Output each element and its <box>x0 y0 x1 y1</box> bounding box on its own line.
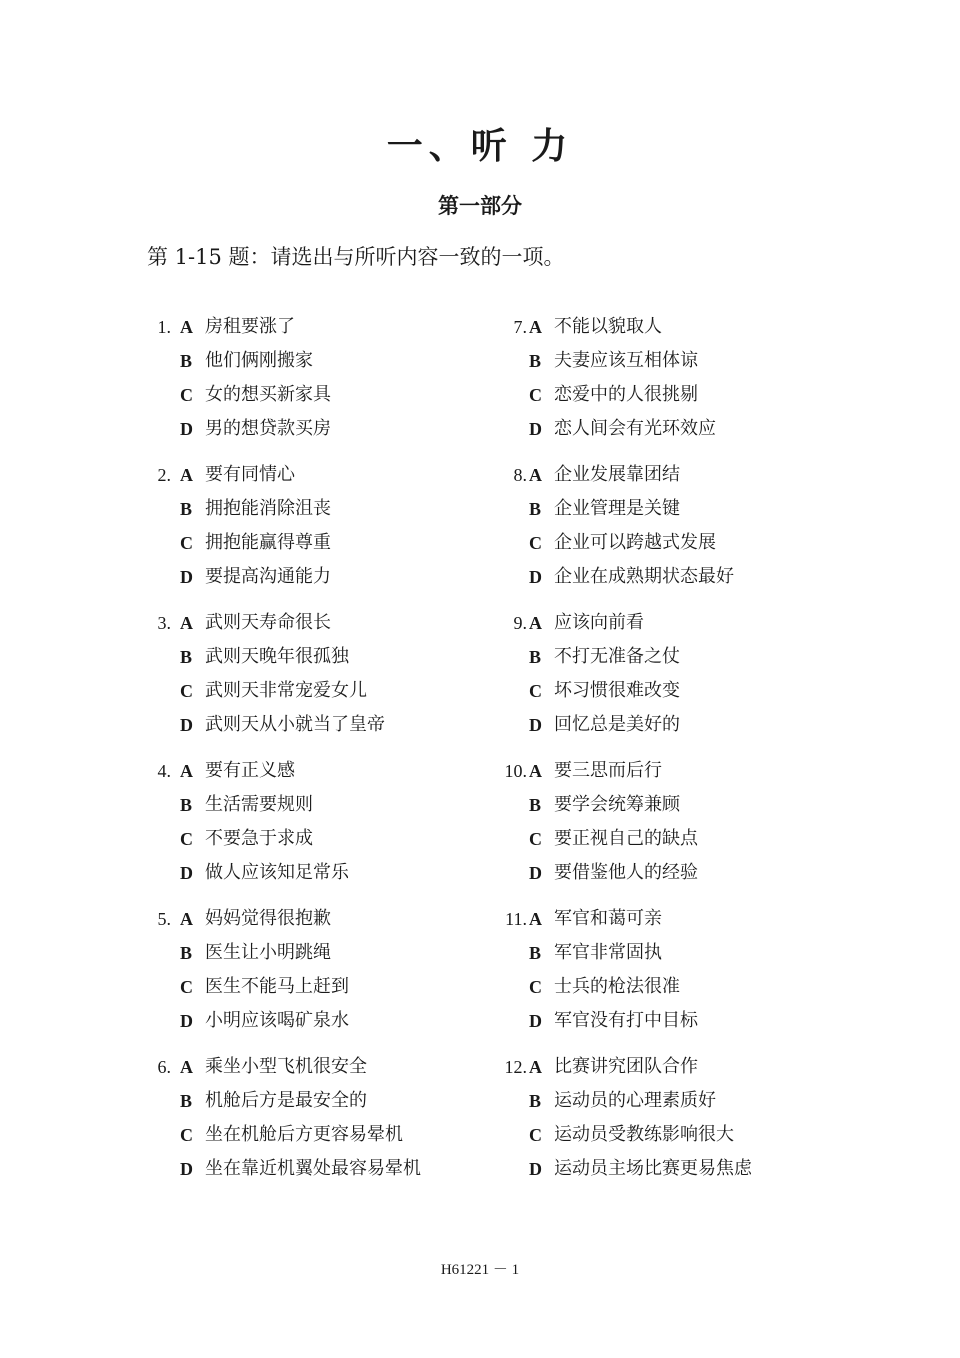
answer-option[interactable] <box>147 674 477 708</box>
option-letter: B <box>529 795 542 815</box>
question-item <box>490 310 820 458</box>
option-text: 要借鉴他人的经验 <box>554 862 698 883</box>
option-letter: C <box>529 1125 542 1145</box>
answer-option[interactable] <box>147 708 477 742</box>
answer-option[interactable] <box>490 1050 820 1084</box>
option-letter: C <box>180 829 193 849</box>
option-letter: C <box>529 977 542 997</box>
option-text: 拥抱能消除沮丧 <box>205 498 331 519</box>
question-number: 10. <box>504 761 527 781</box>
answer-option[interactable] <box>490 560 820 594</box>
option-text: 医生让小明跳绳 <box>205 942 331 963</box>
option-letter: B <box>180 1091 193 1111</box>
answer-option[interactable] <box>490 708 820 742</box>
answer-option[interactable] <box>147 458 477 492</box>
option-letter: A <box>529 761 542 781</box>
question-item <box>147 902 477 1050</box>
answer-option[interactable] <box>490 856 820 890</box>
answer-option[interactable] <box>490 822 820 856</box>
page-footer: H61221 － 1 <box>440 1262 520 1278</box>
option-letter: C <box>529 533 542 553</box>
question-item <box>147 458 477 606</box>
answer-option[interactable] <box>490 1084 820 1118</box>
option-text: 坐在机舱后方更容易晕机 <box>205 1124 403 1145</box>
question-number: 3. <box>157 613 171 633</box>
question-number: 4. <box>157 761 171 781</box>
question-number: 8. <box>513 465 527 485</box>
question-item <box>490 902 820 1050</box>
option-text: 恋爱中的人很挑剔 <box>554 384 698 405</box>
answer-option[interactable] <box>490 788 820 822</box>
option-text: 要有同情心 <box>205 464 295 485</box>
answer-option[interactable] <box>490 754 820 788</box>
option-letter: B <box>180 647 193 667</box>
option-text: 不能以貌取人 <box>554 316 662 337</box>
option-letter: C <box>529 681 542 701</box>
answer-option[interactable] <box>490 902 820 936</box>
question-item <box>490 606 820 754</box>
option-text: 运动员的心理素质好 <box>554 1090 716 1111</box>
option-text: 恋人间会有光环效应 <box>554 418 716 439</box>
answer-option[interactable] <box>147 970 477 1004</box>
answer-option[interactable] <box>490 640 820 674</box>
question-number: 2. <box>157 465 171 485</box>
option-letter: A <box>529 465 542 485</box>
option-letter: A <box>180 317 193 337</box>
answer-option[interactable] <box>147 412 477 446</box>
option-text: 军官非常固执 <box>554 942 662 963</box>
option-text: 生活需要规则 <box>205 794 313 815</box>
option-text: 比赛讲究团队合作 <box>554 1056 698 1077</box>
option-text: 做人应该知足常乐 <box>205 862 349 883</box>
answer-option[interactable] <box>490 378 820 412</box>
option-text: 乘坐小型飞机很安全 <box>205 1056 367 1077</box>
option-letter: B <box>180 943 193 963</box>
option-text: 要有正义感 <box>205 760 295 781</box>
option-letter: D <box>529 1011 542 1031</box>
option-text: 不打无准备之仗 <box>554 646 680 667</box>
option-text: 坐在靠近机翼处最容易晕机 <box>205 1158 421 1179</box>
option-letter: A <box>529 613 542 633</box>
option-text: 军官没有打中目标 <box>554 1010 698 1031</box>
option-text: 医生不能马上赶到 <box>205 976 349 997</box>
answer-option[interactable] <box>490 458 820 492</box>
option-text: 企业可以跨越式发展 <box>554 532 716 553</box>
answer-option[interactable] <box>147 606 477 640</box>
option-text: 应该向前看 <box>554 612 644 633</box>
question-item <box>147 1050 477 1198</box>
option-text: 妈妈觉得很抱歉 <box>205 908 331 929</box>
option-letter: C <box>529 829 542 849</box>
option-letter: B <box>529 351 542 371</box>
option-text: 武则天寿命很长 <box>205 612 331 633</box>
option-letter: C <box>180 385 193 405</box>
answer-option[interactable] <box>490 492 820 526</box>
option-letter: D <box>529 567 542 587</box>
option-letter: D <box>529 715 542 735</box>
option-text: 男的想贷款买房 <box>205 418 331 439</box>
question-item <box>490 458 820 606</box>
answer-option[interactable] <box>147 822 477 856</box>
option-letter: D <box>529 1159 542 1179</box>
question-number: 12. <box>504 1057 527 1077</box>
option-letter: D <box>180 567 193 587</box>
question-number: 7. <box>513 317 527 337</box>
option-letter: B <box>180 795 193 815</box>
answer-option[interactable] <box>147 788 477 822</box>
option-letter: B <box>180 351 193 371</box>
option-letter: B <box>529 499 542 519</box>
answer-option[interactable] <box>147 344 477 378</box>
option-letter: C <box>180 533 193 553</box>
answer-option[interactable] <box>147 492 477 526</box>
option-text: 运动员主场比赛更易焦虑 <box>554 1158 752 1179</box>
answer-option[interactable] <box>490 412 820 446</box>
option-letter: C <box>180 977 193 997</box>
section-title: 一、听 力 <box>386 125 574 167</box>
question-number: 5. <box>157 909 171 929</box>
option-letter: A <box>180 613 193 633</box>
option-text: 要学会统筹兼顾 <box>554 794 680 815</box>
answer-option[interactable] <box>490 970 820 1004</box>
option-letter: C <box>529 385 542 405</box>
answer-option[interactable] <box>147 310 477 344</box>
question-number: 1. <box>157 317 171 337</box>
option-text: 士兵的枪法很准 <box>554 976 680 997</box>
option-letter: C <box>180 681 193 701</box>
option-text: 武则天从小就当了皇帝 <box>205 714 385 735</box>
option-letter: D <box>529 419 542 439</box>
option-letter: D <box>180 715 193 735</box>
answer-option[interactable] <box>490 1118 820 1152</box>
question-item <box>490 1050 820 1198</box>
option-text: 回忆总是美好的 <box>554 714 680 735</box>
option-letter: A <box>180 465 193 485</box>
answer-option[interactable] <box>147 902 477 936</box>
option-letter: B <box>529 943 542 963</box>
answer-option[interactable] <box>147 1004 477 1038</box>
question-column-right <box>490 310 820 1198</box>
option-text: 要提高沟通能力 <box>205 566 331 587</box>
instruction-text: 第 1-15 题：请选出与所听内容一致的一项。 <box>147 245 565 269</box>
option-text: 要三思而后行 <box>554 760 662 781</box>
answer-option[interactable] <box>147 936 477 970</box>
question-item <box>147 606 477 754</box>
question-number: 11. <box>505 909 527 929</box>
answer-option[interactable] <box>147 1050 477 1084</box>
option-letter: B <box>180 499 193 519</box>
answer-option[interactable] <box>490 344 820 378</box>
answer-option[interactable] <box>490 526 820 560</box>
answer-option[interactable] <box>147 1118 477 1152</box>
option-text: 武则天非常宠爱女儿 <box>205 680 367 701</box>
option-text: 机舱后方是最安全的 <box>205 1090 367 1111</box>
answer-option[interactable] <box>490 606 820 640</box>
option-text: 他们俩刚搬家 <box>205 350 313 371</box>
option-text: 军官和蔼可亲 <box>554 908 662 929</box>
option-letter: D <box>180 1011 193 1031</box>
answer-option[interactable] <box>147 1152 477 1186</box>
answer-option[interactable] <box>490 1152 820 1186</box>
option-text: 女的想买新家具 <box>205 384 331 405</box>
option-text: 坏习惯很难改变 <box>554 680 680 701</box>
option-text: 要正视自己的缺点 <box>554 828 698 849</box>
option-text: 武则天晚年很孤独 <box>205 646 349 667</box>
answer-option[interactable] <box>490 936 820 970</box>
option-text: 企业在成熟期状态最好 <box>554 566 734 587</box>
option-letter: B <box>529 647 542 667</box>
option-text: 夫妻应该互相体谅 <box>554 350 698 371</box>
question-item <box>490 754 820 902</box>
answer-option[interactable] <box>147 560 477 594</box>
answer-option[interactable] <box>490 674 820 708</box>
answer-option[interactable] <box>147 640 477 674</box>
question-item <box>147 310 477 458</box>
question-column-left <box>147 310 477 1198</box>
option-letter: B <box>529 1091 542 1111</box>
question-item <box>147 754 477 902</box>
option-text: 企业发展靠团结 <box>554 464 680 485</box>
option-letter: A <box>529 317 542 337</box>
answer-option[interactable] <box>490 310 820 344</box>
option-letter: D <box>180 863 193 883</box>
option-text: 小明应该喝矿泉水 <box>205 1010 349 1031</box>
option-text: 不要急于求成 <box>205 828 313 849</box>
option-letter: A <box>180 1057 193 1077</box>
answer-option[interactable] <box>490 1004 820 1038</box>
part-title: 第一部分 <box>438 193 522 218</box>
question-number: 9. <box>513 613 527 633</box>
answer-option[interactable] <box>147 378 477 412</box>
answer-option[interactable] <box>147 1084 477 1118</box>
option-letter: D <box>529 863 542 883</box>
option-text: 拥抱能赢得尊重 <box>205 532 331 553</box>
answer-option[interactable] <box>147 526 477 560</box>
option-letter: D <box>180 1159 193 1179</box>
option-letter: A <box>529 909 542 929</box>
option-text: 房租要涨了 <box>205 316 295 337</box>
question-number: 6. <box>157 1057 171 1077</box>
option-letter: A <box>529 1057 542 1077</box>
option-text: 运动员受教练影响很大 <box>554 1124 734 1145</box>
option-letter: D <box>180 419 193 439</box>
answer-option[interactable] <box>147 754 477 788</box>
option-letter: A <box>180 761 193 781</box>
option-text: 企业管理是关键 <box>554 498 680 519</box>
option-letter: A <box>180 909 193 929</box>
option-letter: C <box>180 1125 193 1145</box>
answer-option[interactable] <box>147 856 477 890</box>
